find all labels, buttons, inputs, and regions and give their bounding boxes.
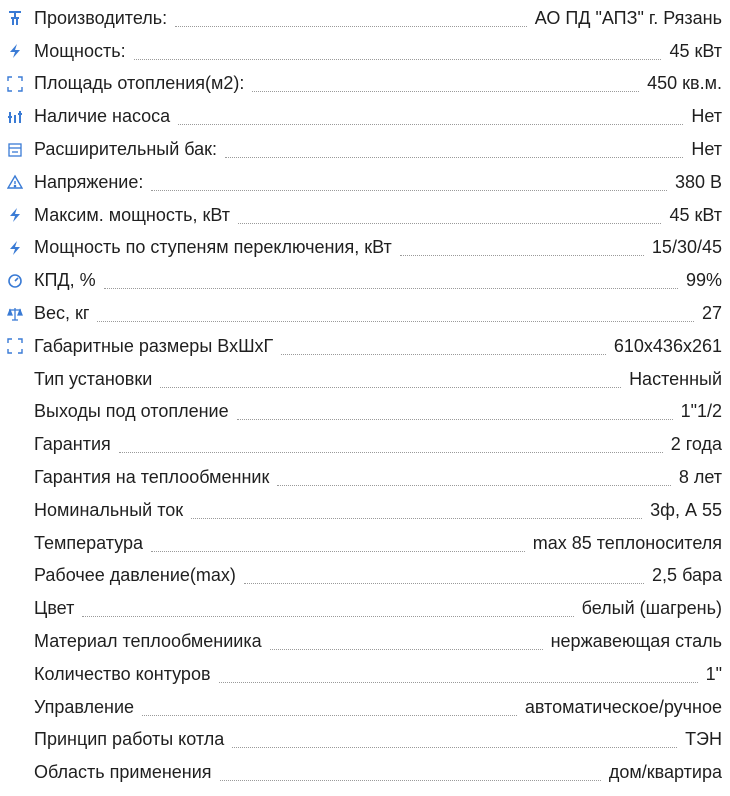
spec-row [0, 724, 730, 757]
blank-icon-slot [6, 665, 24, 683]
spec-row [0, 232, 730, 265]
spec-row [0, 330, 730, 363]
blank-icon-slot [6, 698, 24, 716]
spec-value: 15/30/45 [651, 237, 722, 258]
dot-leader [134, 58, 662, 60]
dot-leader [277, 484, 670, 486]
spec-row [0, 133, 730, 166]
area-expand-icon [6, 75, 24, 93]
dot-leader [237, 418, 673, 420]
manufacturer-icon [6, 9, 24, 27]
blank-icon-slot [6, 403, 24, 421]
spec-row [0, 527, 730, 560]
dot-leader [281, 353, 606, 355]
spec-row [0, 363, 730, 396]
spec-value: 27 [701, 303, 722, 324]
spec-value: белый (шагрень) [581, 598, 722, 619]
spec-label: Номинальный ток [34, 499, 184, 520]
spec-row [0, 264, 730, 297]
dot-leader [104, 287, 678, 289]
spec-row [0, 100, 730, 133]
spec-value: Настенный [629, 368, 722, 389]
spec-value: 2,5 бара [652, 565, 722, 586]
blank-icon-slot [6, 633, 24, 651]
spec-row [0, 756, 730, 789]
spec-row [0, 199, 730, 232]
spec-value: Нет [691, 139, 722, 160]
blank-icon-slot [6, 534, 24, 552]
spec-value: дом/квартира [608, 762, 722, 783]
spec-value: 1"1/2 [680, 401, 722, 422]
spec-row [0, 461, 730, 494]
spec-value: 1" [705, 663, 722, 684]
spec-value: Нет [691, 106, 722, 127]
spec-value: АО ПД "АПЗ" г. Рязань [534, 7, 722, 28]
blank-icon-slot [6, 501, 24, 519]
spec-label: Рабочее давление(max) [34, 565, 236, 586]
spec-row [0, 396, 730, 429]
spec-value: 45 кВт [669, 40, 722, 61]
voltage-warning-icon [6, 173, 24, 191]
dot-leader [178, 123, 683, 125]
spec-label: Температура [34, 532, 144, 553]
dot-leader [225, 156, 683, 158]
spec-label: Мощность по ступеням переключения, кВт [34, 237, 392, 258]
spec-label: Цвет [34, 598, 75, 619]
spec-value: 380 В [674, 171, 722, 192]
pump-sliders-icon [6, 108, 24, 126]
blank-icon-slot [6, 469, 24, 487]
spec-label: Габаритные размеры ВхШхГ [34, 335, 274, 356]
spec-row [0, 494, 730, 527]
dot-leader [220, 779, 601, 781]
dot-leader [252, 90, 639, 92]
spec-value: 2 года [670, 434, 722, 455]
dot-leader [119, 451, 663, 453]
spec-value: 450 кв.м. [647, 73, 722, 94]
spec-value: max 85 теплоносителя [532, 532, 722, 553]
dot-leader [175, 25, 527, 27]
spec-row [0, 658, 730, 691]
spec-label: КПД, % [34, 270, 96, 291]
blank-icon-slot [6, 370, 24, 388]
spec-label: Расширительный бак: [34, 139, 218, 160]
spec-label: Напряжение: [34, 171, 144, 192]
tank-icon [6, 141, 24, 159]
spec-label: Наличие насоса [34, 106, 171, 127]
lightning-icon [6, 42, 24, 60]
dot-leader [82, 615, 573, 617]
blank-icon-slot [6, 764, 24, 782]
blank-icon-slot [6, 600, 24, 618]
spec-value: 8 лет [678, 467, 722, 488]
spec-label: Управление [34, 696, 135, 717]
dot-leader [97, 320, 694, 322]
dot-leader [142, 714, 517, 716]
spec-label: Вес, кг [34, 303, 90, 324]
dot-leader [151, 550, 525, 552]
spec-value: нержавеющая сталь [550, 631, 722, 652]
spec-label: Выходы под отопление [34, 401, 229, 422]
dot-leader [232, 746, 677, 748]
dot-leader [219, 681, 698, 683]
dot-leader [191, 517, 642, 519]
spec-value: 610x436x261 [613, 335, 722, 356]
spec-value: автоматическое/ручное [524, 696, 722, 717]
spec-row [0, 691, 730, 724]
spec-row [0, 166, 730, 199]
gauge-icon [6, 272, 24, 290]
spec-row [0, 592, 730, 625]
spec-label: Область применения [34, 762, 212, 783]
blank-icon-slot [6, 567, 24, 585]
spec-label: Площадь отопления(м2): [34, 73, 245, 94]
spec-row [0, 560, 730, 593]
spec-label: Материал теплообмениика [34, 631, 262, 652]
dot-leader [151, 189, 667, 191]
spec-row [0, 35, 730, 68]
lightning-icon [6, 206, 24, 224]
spec-label: Гарантия [34, 434, 111, 455]
spec-value: 99% [685, 270, 722, 291]
spec-row [0, 625, 730, 658]
spec-label: Гарантия на теплообменник [34, 467, 270, 488]
spec-label: Тип установки [34, 368, 153, 389]
scales-icon [6, 305, 24, 323]
spec-label: Мощность: [34, 40, 126, 61]
spec-row [0, 68, 730, 101]
spec-label: Производитель: [34, 7, 168, 28]
dot-leader [400, 254, 644, 256]
spec-value: ТЭН [685, 729, 722, 750]
spec-value: 3ф, А 55 [650, 499, 722, 520]
dot-leader [238, 222, 661, 224]
area-expand-icon [6, 337, 24, 355]
spec-row [0, 2, 730, 35]
blank-icon-slot [6, 436, 24, 454]
lightning-icon [6, 239, 24, 257]
dot-leader [160, 386, 621, 388]
spec-label: Количество контуров [34, 663, 211, 684]
spec-row [0, 297, 730, 330]
spec-label: Принцип работы котла [34, 729, 225, 750]
spec-row [0, 428, 730, 461]
spec-value: 45 кВт [669, 204, 722, 225]
spec-label: Максим. мощность, кВт [34, 204, 231, 225]
dot-leader [244, 582, 644, 584]
blank-icon-slot [6, 731, 24, 749]
dot-leader [270, 648, 543, 650]
